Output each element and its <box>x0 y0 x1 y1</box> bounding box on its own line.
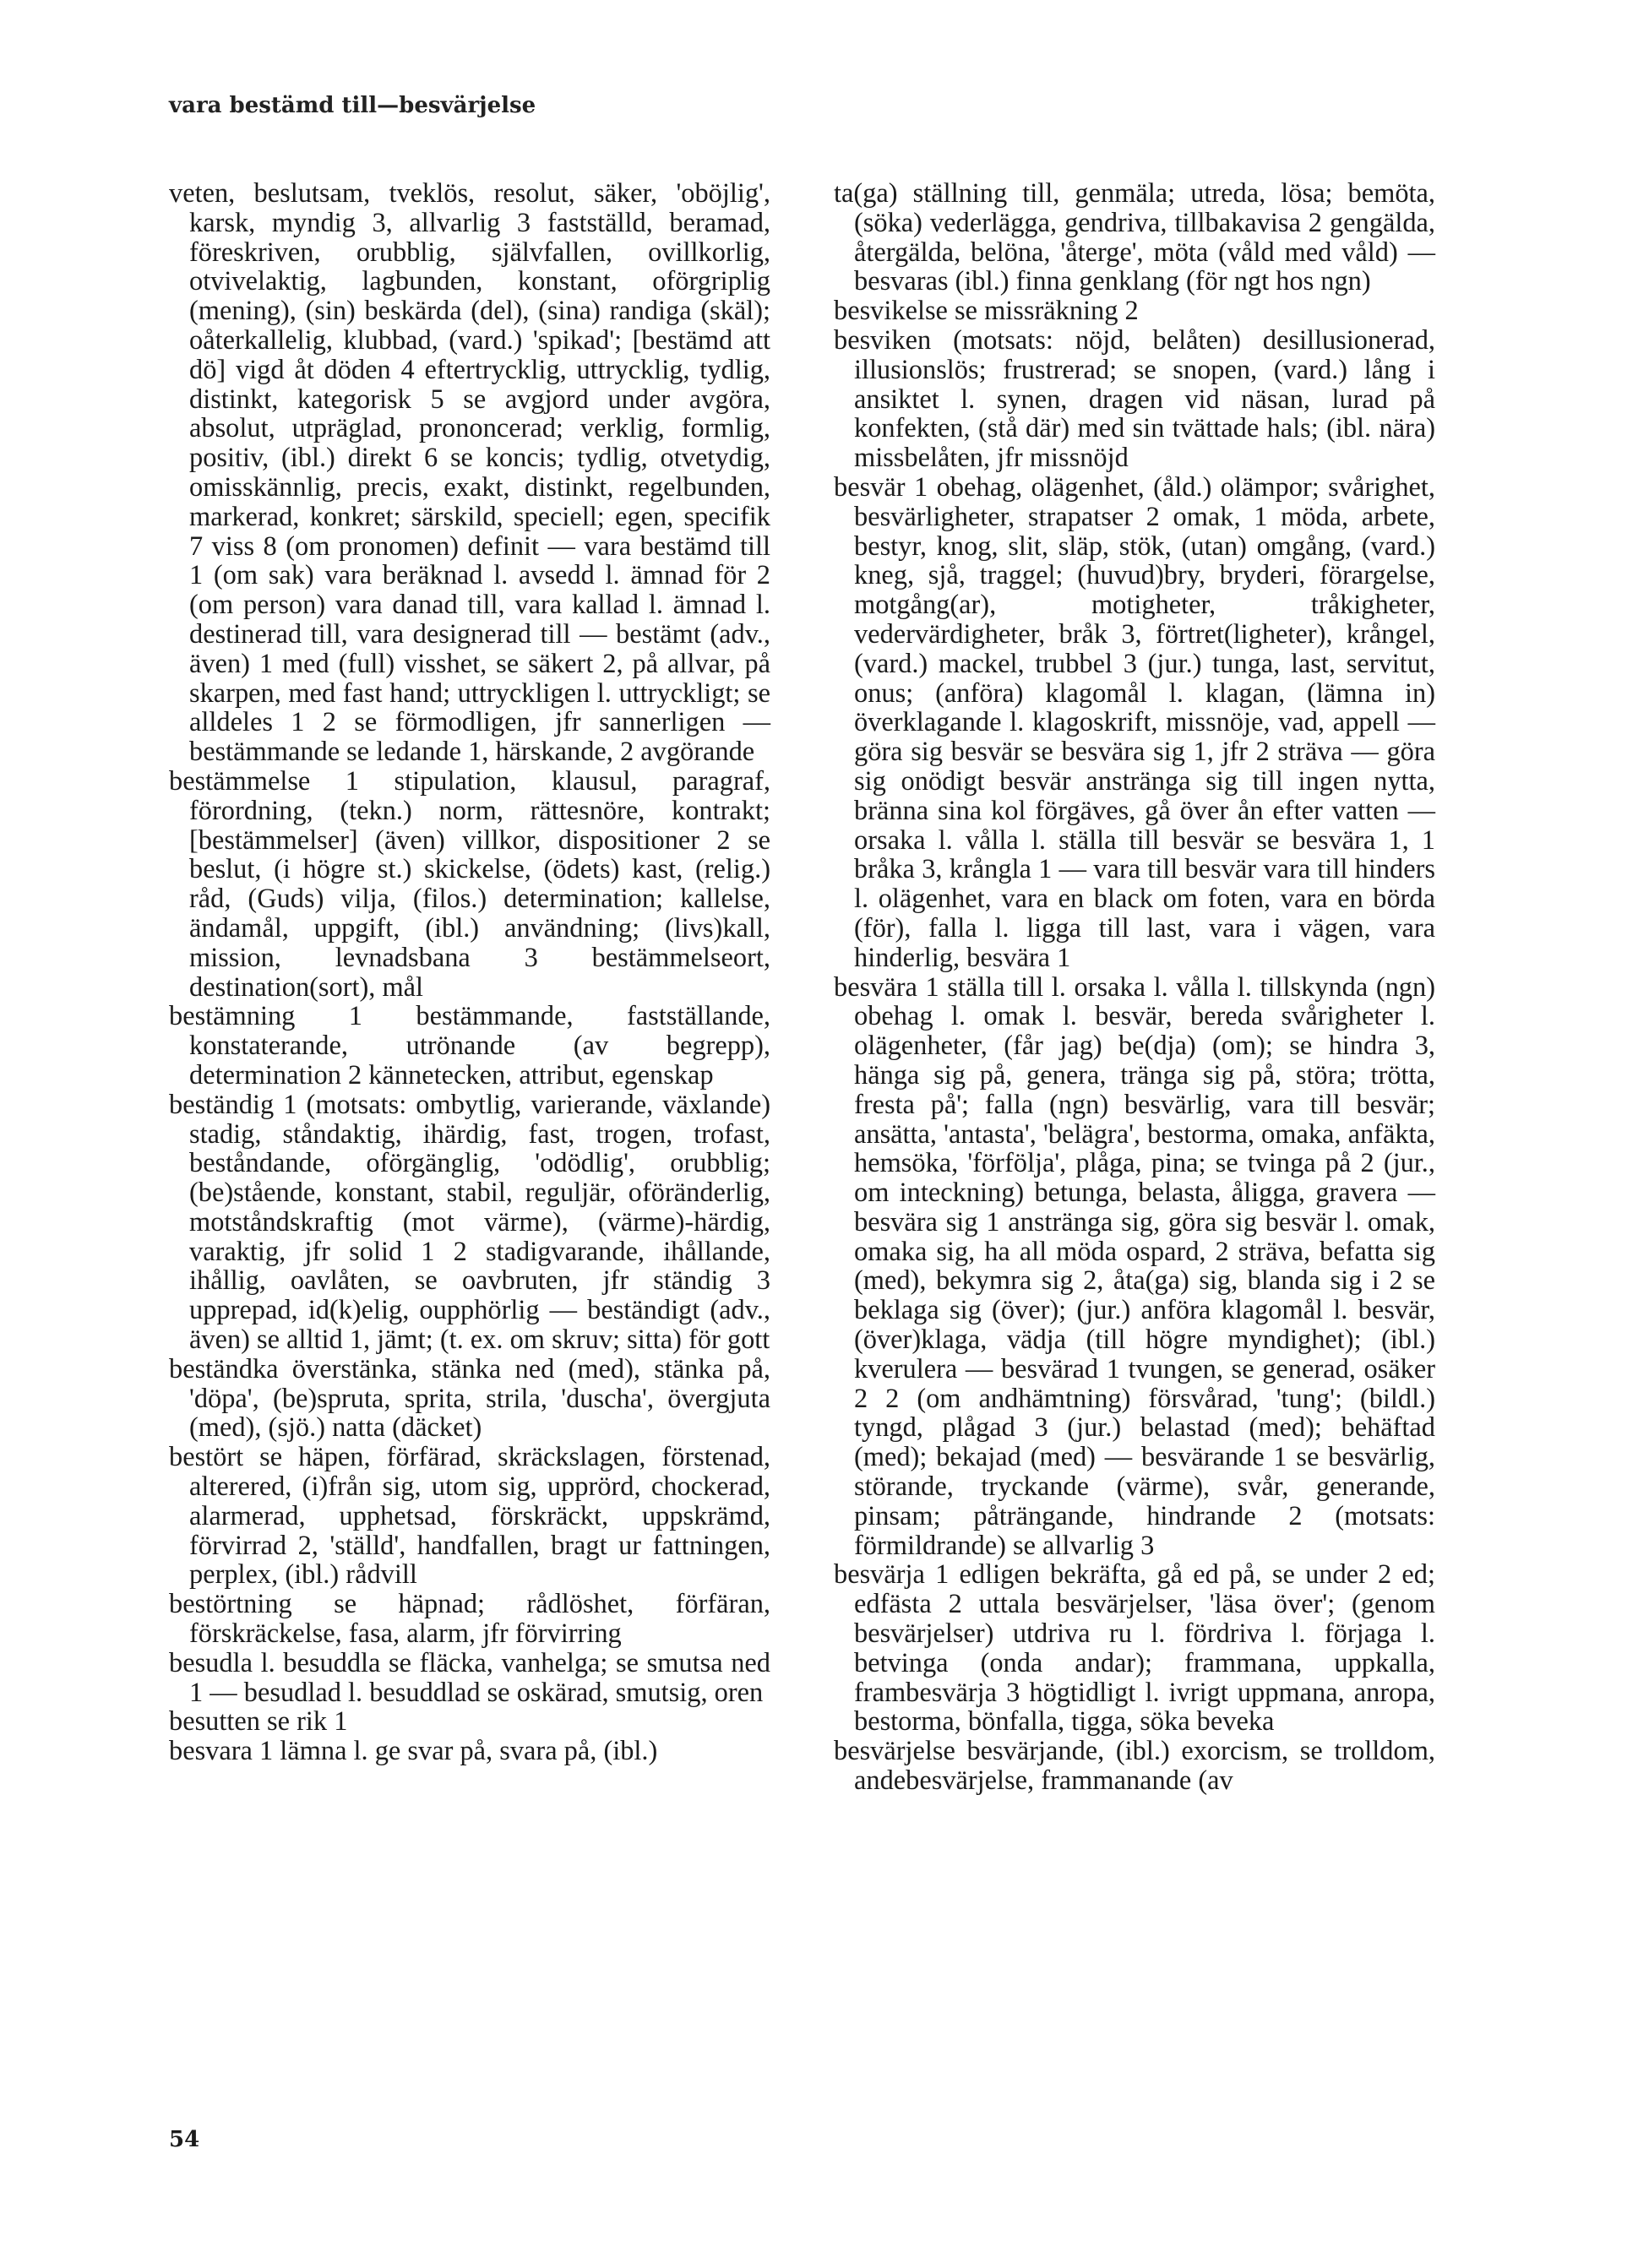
dictionary-entry: besviken (motsats: nöjd, belåten) desillusionerad, illusionslös; frustrerad; se snopen, (vard.) lång i ansiktet l. synen, dragen vid näsan, lurad på konfekten, (stå där) med sin tvättade hals; (ibl. nära) missbelåten, jfr missnöjd <box>834 324 1435 474</box>
dictionary-entry: besudla l. besuddla se fläcka, vanhelga; se smutsa ned 1 — besudlad l. besuddlad se oskärad, smutsig, oren <box>169 1647 770 1708</box>
dictionary-entry: besvär 1 obehag, olägenhet, (åld.) olämpor; svårighet, besvärligheter, strapatser 2 omak, 1 möda, arbete, bestyr, knog, slit, släp, stök, (utan) omgång, (vard.) kneg, sjå, traggel; (huvud)bry, bryderi, förargelse, motgång(ar), motigheter, tråkigheter, vedervärdigheter, bråk 3, förtret(ligheter), krångel, (vard.) mackel, trubbel 3 (jur.) tunga, last, servitut, onus; (anföra) klagomål l. klagan, (lämna in) överklagande l. klagoskrift, missnöje, vad, appell — göra sig besvär se besvära sig 1, jfr 2 sträva — göra sig onödigt besvär anstränga sig till ingen nytta, bränna sina kol förgäves, gå över ån efter vatten — orsaka l. vålla l. ställa till besvär se besvära 1, 1 bråka 3, krångla 1 — vara till besvär vara till hinders l. olägenhet, vara en black om foten, vara en börda (för), falla l. ligga till last, vara i vägen, vara hinderlig, besvära 1 <box>834 471 1435 973</box>
dictionary-entry: ta(ga) ställning till, genmäla; utreda, lösa; bemöta, (söka) vederlägga, gendriva, tillbakavisa 2 gengälda, återgälda, belöna, 'återge', möta (våld med våld) — besvaras (ibl.) finna genklang (för ngt hos ngn) <box>834 178 1435 297</box>
dictionary-entry: bestört se häpen, förfärad, skräckslagen, förstenad, alterered, (i)från sig, utom sig, upprörd, chockerad, alarmerad, upphetsad, förskräckt, uppskrämd, förvirrad 2, 'ställd', handfallen, bragt ur fattningen, perplex, (ibl.) rådvill <box>169 1442 770 1591</box>
left-column <box>169 179 770 1766</box>
dictionary-entry: bestörtning se häpnad; rådlöshet, förfäran, förskräckelse, fasa, alarm, jfr förvirring <box>169 1589 770 1650</box>
dictionary-entry: veten, beslutsam, tveklös, resolut, säker, 'oböjlig', karsk, myndig 3, allvarlig 3 fastställd, beramad, föreskriven, orubblig, självfallen, ovillkorlig, otvivelaktig, lagbunden, konstant, oförgriplig (mening), (sin) beskärda (del), (sina) randiga (skäl); oåterkallelig, klubbad, (vard.) 'spikad'; [bestämd att dö] vigd åt döden 4 eftertrycklig, uttrycklig, tydlig, distinkt, kategorisk 5 se avgjord under avgöra, absolut, utpräglad, prononcerad; verklig, formlig, positiv, (ibl.) direkt 6 se koncis; tydlig, otvetydig, omisskännlig, precis, exakt, distinkt, regelbunden, markerad, konkret; särskild, speciell; egen, specifik 7 viss 8 (om pronomen) definit — vara bestämd till 1 (om sak) vara beräknad l. avsedd l. ämnad för 2 (om person) vara danad till, vara kallad l. ämnad l. destinerad till, vara designerad till — bestämt (adv., även) 1 med (full) visshet, se säkert 2, på allvar, på skarpen, med fast hand; uttryckligen l. uttryckligt; se alldeles 1 2 se förmodligen, jfr sannerligen — bestämmande se ledande 1, härskande, 2 avgörande <box>169 178 770 768</box>
dictionary-entry: besvara 1 lämna l. ge svar på, svara på, (ibl.) <box>169 1736 658 1767</box>
dictionary-entry: besvikelse se missräkning 2 <box>834 296 1139 327</box>
dictionary-entry: beständig 1 (motsats: ombytlig, varierande, växlande) stadig, ståndaktig, ihärdig, fast, trogen, trofast, beståndande, oförgänglig, 'odödlig', orubblig; (be)stående, konstant, stabil, reguljär, oföränderlig, motståndskraftig (mot värme), (värme)-härdig, varaktig, jfr solid 1 2 stadigvarande, ihållande, ihållig, oavlåten, se oavbruten, jfr ständig 3 upprepad, id(k)elig, oupphörlig — beständigt (adv., även) se alltid 1, jämt; (t. ex. om skruv; sitta) för gott <box>169 1089 770 1356</box>
dictionary-entry: besvärja 1 edligen bekräfta, gå ed på, se under 2 ed; edfästa 2 uttala besvärjelser, 'läsa över'; (genom besvärjelser) utdriva ru l. fördriva l. förjaga l. betvinga (onda andar); frammana, uppkalla, frambesvärja 3 högtidligt l. ivrigt uppmana, anropa, bestorma, bönfalla, tigga, söka beveka <box>834 1559 1435 1738</box>
dictionary-entry: bestämning 1 bestämmande, fastställande, konstaterande, utrönande (av begrepp), determination 2 kännetecken, attribut, egenskap <box>169 1001 770 1090</box>
dictionary-entry: besvära 1 ställa till l. orsaka l. vålla l. tillskynda (ngn) obehag l. omak l. besvär, bereda svårigheter l. olägenheter, (får jag) be(dja) (om); se hindra 3, hänga sig på, genera, tränga sig på, störa; trötta, fresta på'; falla (ngn) besvärlig, vara till besvär; ansätta, 'antasta', 'belägra', bestorma, omaka, anfäkta, hemsöka, 'förfölja', plåga, pina; se tvinga på 2 (jur., om inteckning) betunga, belasta, åligga, gravera — besvära sig 1 anstränga sig, göra sig besvär l. omak, omaka sig, ha all möda ospard, 2 sträva, befatta sig (med), bekymra sig 2, åta(ga) sig, blanda sig i 2 se beklaga sig (över); (jur.) anföra klagomål l. besvär, (över)klaga, vädja (till högre myndighet); (ibl.) kverulera — besvärad 1 tvungen, se generad, osäker 2 2 (om andhämtning) försvårad, 'tung'; (bildl.) tyngd, plågad 3 (jur.) belastad (med); behäftad (med); bekajad (med) — besvärande 1 se besvärlig, störande, tryckande (värme), svår, generande, pinsam; påträngande, hindrande 2 (motsats: förmildrande) se allvarlig 3 <box>834 971 1435 1561</box>
dictionary-entry: beständka överstänka, stänka ned (med), stänka på, 'döpa', (be)spruta, sprita, strila, 'duscha', övergjuta (med), (sjö.) natta (däcket) <box>169 1353 770 1444</box>
right-column <box>834 179 1435 1796</box>
page-header: vara bestämd till—besvärjelse <box>169 93 536 118</box>
page-number: 54 <box>169 2127 200 2152</box>
dictionary-entry: besvärjelse besvärjande, (ibl.) exorcism, se trolldom, andebesvärjelse, frammanande (av <box>834 1736 1435 1797</box>
dictionary-entry: bestämmelse 1 stipulation, klausul, paragraf, förordning, (tekn.) norm, rättesnöre, kontrakt; [bestämmelser] (även) villkor, dispositioner 2 se beslut, (i högre st.) skickelse, (ödets) kast, (relig.) råd, (Guds) vilja, (filos.) determination; kallelse, ändamål, uppgift, (ibl.) användning; (livs)kall, mission, levnadsbana 3 bestämmelseort, destination(sort), mål <box>169 765 770 1003</box>
dictionary-entry: besutten se rik 1 <box>169 1706 348 1738</box>
